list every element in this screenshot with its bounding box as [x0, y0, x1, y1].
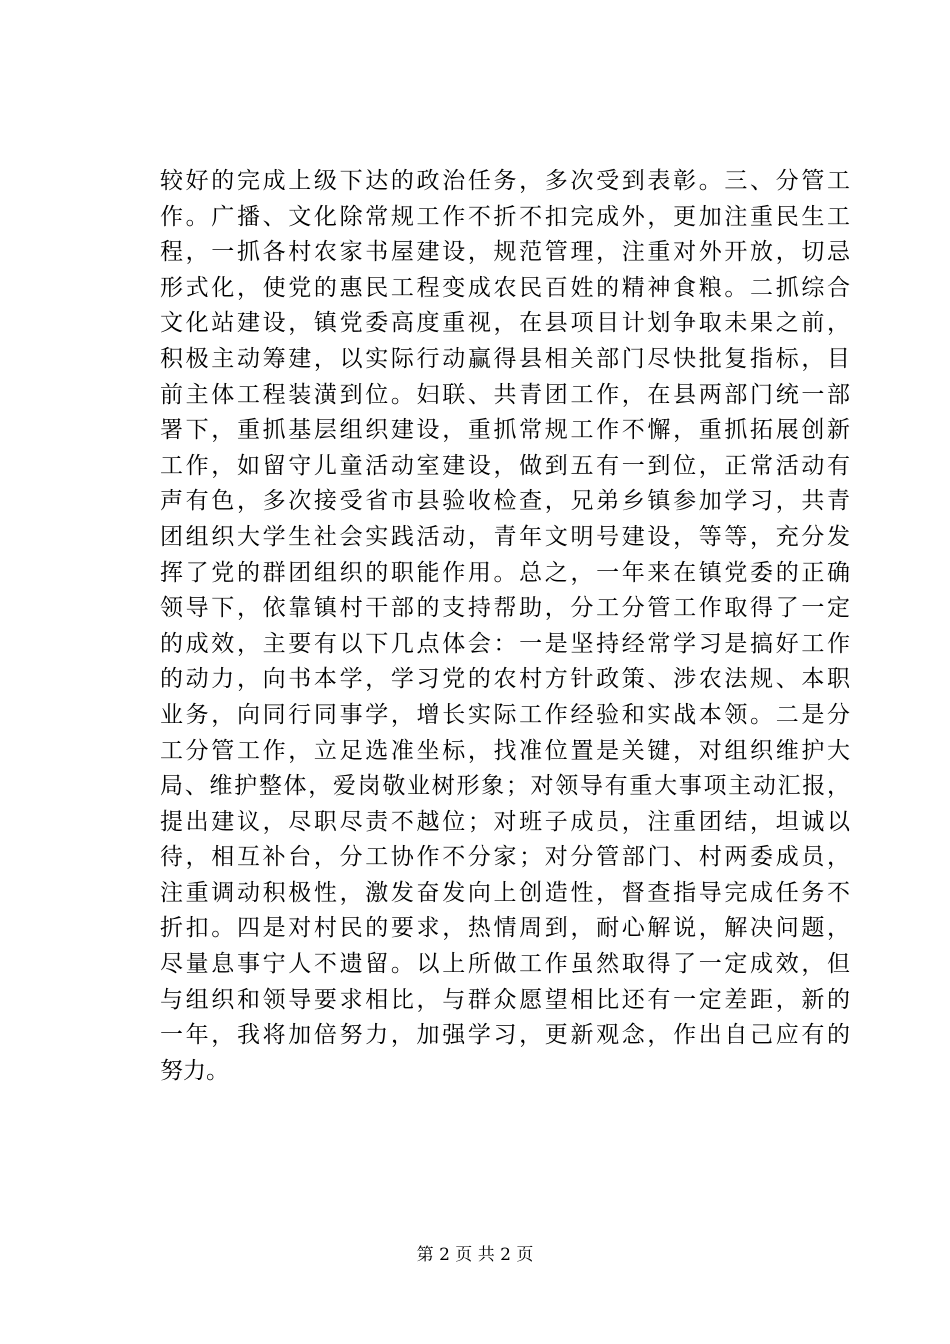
text-line: 努力。: [160, 1057, 229, 1084]
text-line: 局、维护整体，爱岗敬业树形象；对领导有重大事项主动汇报，: [160, 773, 850, 800]
text-line: 领导下，依靠镇村干部的支持帮助，分工分管工作取得了一定: [160, 595, 850, 622]
text-line: 工分管工作，立足选准坐标，找准位置是关键，对组织维护大: [160, 737, 850, 764]
text-line: 前主体工程装潢到位。妇联、共青团工作，在县两部门统一部: [160, 381, 850, 408]
text-line: 待，相互补台，分工协作不分家；对分管部门、村两委成员，: [160, 844, 850, 871]
text-line: 尽量息事宁人不遗留。以上所做工作虽然取得了一定成效，但: [160, 951, 850, 978]
text-line: 署下，重抓基层组织建设，重抓常规工作不懈，重抓拓展创新: [160, 417, 850, 444]
text-line: 团组织大学生社会实践活动，青年文明号建设，等等，充分发: [160, 523, 850, 550]
text-line: 文化站建设，镇党委高度重视，在县项目计划争取未果之前，: [160, 310, 850, 337]
text-line: 形式化，使党的惠民工程变成农民百姓的精神食粮。二抓综合: [160, 274, 850, 301]
text-line: 程，一抓各村农家书屋建设，规范管理，注重对外开放，切忌: [160, 239, 850, 266]
text-line: 的成效，主要有以下几点体会：一是坚持经常学习是搞好工作: [160, 630, 850, 657]
text-line: 工作，如留守儿童活动室建设，做到五有一到位，正常活动有: [160, 452, 850, 479]
text-line: 业务，向同行同事学，增长实际工作经验和实战本领。二是分: [160, 701, 850, 728]
text-line: 挥了党的群团组织的职能作用。总之，一年来在镇党委的正确: [160, 559, 850, 586]
text-line: 较好的完成上级下达的政治任务，多次受到表彰。三、分管工: [160, 168, 850, 194]
text-line: 折扣。四是对村民的要求，热情周到，耐心解说，解决问题，: [160, 915, 850, 942]
text-line: 的动力，向书本学，学习党的农村方针政策、涉农法规、本职: [160, 666, 850, 693]
text-line: 积极主动筹建，以实际行动赢得县相关部门尽快批复指标，目: [160, 345, 850, 372]
text-line: 一年，我将加倍努力，加强学习，更新观念，作出自己应有的: [160, 1022, 850, 1049]
text-line: 声有色，多次接受省市县验收检查，兄弟乡镇参加学习，共青: [160, 488, 850, 515]
text-line: 与组织和领导要求相比，与群众愿望相比还有一定差距，新的: [160, 986, 850, 1013]
text-line: 作。广播、文化除常规工作不折不扣完成外，更加注重民生工: [160, 203, 850, 230]
text-line: 提出建议，尽职尽责不越位；对班子成员，注重团结，坦诚以: [160, 808, 850, 835]
text-line: 注重调动积极性，激发奋发向上创造性，督查指导完成任务不: [160, 879, 850, 906]
body-paragraph: [160, 164, 850, 1089]
page-footer: [0, 1243, 950, 1267]
page-number: 第 2 页 共 2 页: [416, 1245, 534, 1265]
